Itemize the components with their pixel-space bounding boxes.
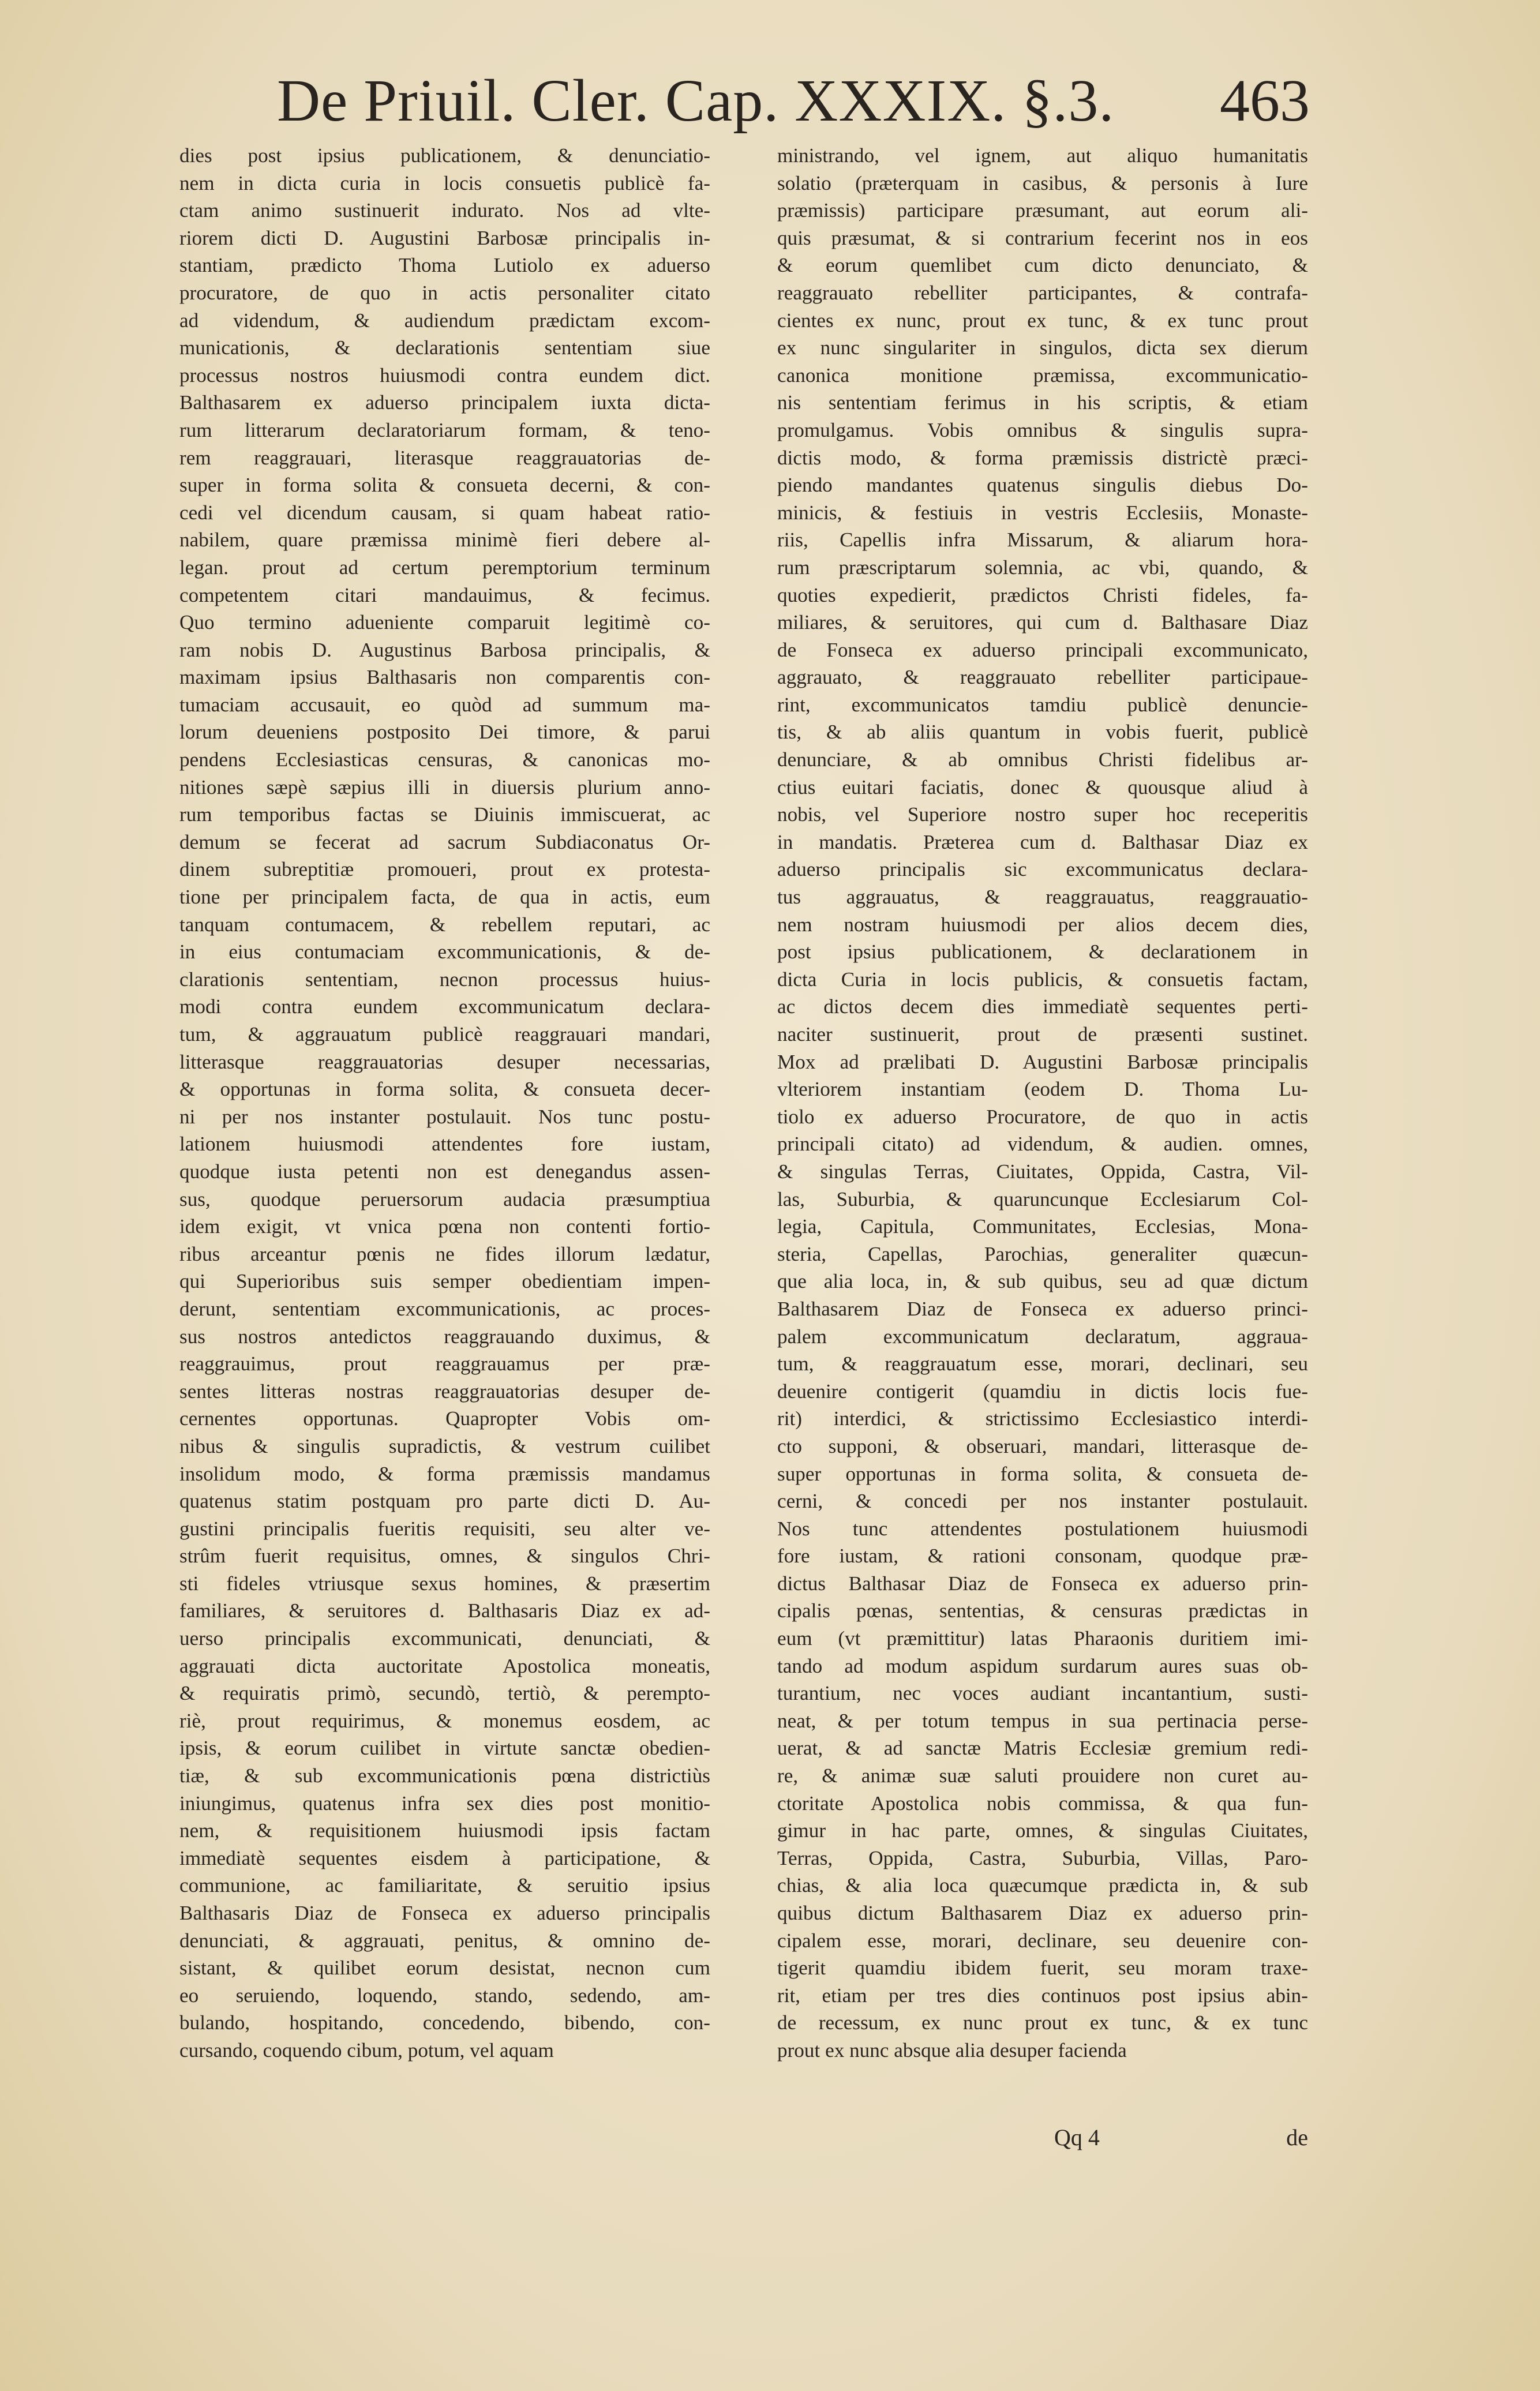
text-line: rint, excommunicatos tamdiu publicè denuncie- (777, 693, 1308, 716)
text-line: stantiam, prædicto Thoma Lutiolo ex aduerso (179, 254, 710, 277)
text-line: Nos tunc attendentes postulationem huiusmodi (777, 1517, 1308, 1540)
text-line: cerni, & concedi per nos instanter postulauit. (777, 1490, 1308, 1513)
text-line: sus nostros antedictos reaggrauando duximus, & (179, 1325, 710, 1348)
text-line: uerat, & ad sanctæ Matris Ecclesiæ gremium redi- (777, 1737, 1308, 1760)
text-line: quoties expedierit, prædictos Christi fideles, fa- (777, 583, 1308, 606)
text-line: quis præsumat, & si contrarium fecerint nos in eos (777, 226, 1308, 249)
text-line: procuratore, de quo in actis personaliter citato (179, 281, 710, 304)
text-line: piendo mandantes quatenus singulis diebus Do- (777, 474, 1308, 497)
text-line: denunciati, & aggrauati, penitus, & omnino de- (179, 1929, 710, 1952)
text-line: rum litterarum declaratoriarum formam, & teno- (179, 418, 710, 441)
text-line: Terras, Oppida, Castra, Suburbia, Villas, Paro- (777, 1846, 1308, 1869)
text-line: tum, & reaggrauatum esse, morari, declinari, seu (777, 1352, 1308, 1376)
text-line: clarationis sententiam, necnon processus huius- (179, 968, 710, 991)
text-line: rem reaggrauari, literasque reaggrauatorias de- (179, 446, 710, 469)
text-line: cernentes opportunas. Quapropter Vobis om- (179, 1407, 710, 1430)
text-line: & requiratis primò, secundò, tertiò, & perempto- (179, 1682, 710, 1705)
left-text-column (179, 142, 710, 2064)
text-line: cipalis pœnas, sententias, & censuras prædictas in (777, 1599, 1308, 1622)
text-line: solatio (præterquam in casibus, & personis à Iure (777, 171, 1308, 194)
text-line: immediatè sequentes eisdem à participatione, & (179, 1846, 710, 1869)
text-line: promulgamus. Vobis omnibus & singulis supra- (777, 418, 1308, 441)
text-line: cursando, coquendo cibum, potum, vel aquam (179, 2038, 554, 2062)
text-line: Balthasaris Diaz de Fonseca ex aduerso principalis (179, 1902, 710, 1924)
text-line: rum temporibus factas se Diuinis immiscuerat, ac (179, 803, 710, 826)
text-line: denunciare, & ab omnibus Christi fidelibus ar- (777, 748, 1308, 771)
text-line: quodque iusta petenti non est denegandus assen- (179, 1160, 710, 1183)
text-line: minicis, & festiuis in vestris Ecclesiis, Monaste- (777, 501, 1308, 524)
text-line: qui Superioribus suis semper obedientiam impen- (179, 1270, 710, 1293)
text-line: legia, Capitula, Communitates, Ecclesias, Mona- (777, 1215, 1308, 1238)
text-line: pendens Ecclesiasticas censuras, & canonicas mo- (179, 748, 710, 771)
text-line: tione per principalem facta, de qua in actis, eum (179, 886, 710, 909)
text-line: Balthasarem ex aduerso principalem iuxta dicta- (179, 391, 710, 414)
right-text-column (777, 142, 1308, 2064)
text-line: in eius contumaciam excommunicationis, & de- (179, 940, 710, 964)
text-line: dinem subreptitiæ promoueri, prout ex protesta- (179, 858, 710, 881)
text-line: lationem huiusmodi attendentes fore iustam, (179, 1133, 710, 1156)
text-line: demum se fecerat ad sacrum Subdiaconatus Or- (179, 830, 710, 853)
text-line: nibus & singulis supradictis, & vestrum cuilibet (179, 1434, 710, 1457)
text-line: aduerso principalis sic excommunicatus declara- (777, 858, 1308, 881)
text-line: de recessum, ex nunc prout ex tunc, & ex tunc (777, 2011, 1308, 2034)
text-line: nabilem, quare præmissa minimè fieri debere al- (179, 529, 710, 552)
text-line: eum (vt præmittitur) latas Pharaonis duritiem imi- (777, 1627, 1308, 1650)
text-line: miliares, & seruitores, qui cum d. Balthasare Diaz (777, 611, 1308, 634)
text-line: Balthasarem Diaz de Fonseca ex aduerso princi- (777, 1297, 1308, 1320)
text-line: eo seruiendo, loquendo, stando, sedendo, am- (179, 1984, 710, 2007)
text-line: tum, & aggrauatum publicè reaggrauari mandari, (179, 1023, 710, 1045)
text-line: ad videndum, & audiendum prædictam excom- (179, 309, 710, 332)
text-line: steria, Capellas, Parochias, generaliter quæcun- (777, 1242, 1308, 1265)
text-line: nis sententiam ferimus in his scriptis, & etiam (777, 391, 1308, 414)
page-number: 463 (1220, 68, 1310, 134)
text-line: & opportunas in forma solita, & consueta decer- (179, 1078, 710, 1101)
text-line: sentes litteras nostras reaggrauatorias desuper de- (179, 1380, 710, 1403)
text-line: bulando, hospitando, concedendo, bibendo, con- (179, 2011, 710, 2034)
text-line: ctam animo sustinuerit indurato. Nos ad vlte- (179, 199, 710, 222)
page-footer (777, 2123, 1308, 2158)
text-line: communione, ac familiaritate, & seruitio ipsius (179, 1874, 710, 1897)
text-line: litterasque reaggrauatorias desuper necessarias, (179, 1050, 710, 1073)
text-line: super in forma solita & consueta decerni, & con- (179, 474, 710, 497)
text-line: palem excommunicatum declaratum, aggraua- (777, 1325, 1308, 1348)
text-line: gustini principalis fueritis requisiti, seu alter ve- (179, 1517, 710, 1540)
text-line: iniungimus, quatenus infra sex dies post monitio- (179, 1792, 710, 1815)
text-line: aggrauati dicta auctoritate Apostolica moneatis, (179, 1654, 710, 1677)
text-line: neat, & per totum tempus in sua pertinacia perse- (777, 1709, 1308, 1732)
text-line: tando ad modum aspidum surdarum aures suas ob- (777, 1654, 1308, 1677)
text-line: que alia loca, in, & sub quibus, seu ad quæ dictum (777, 1270, 1308, 1293)
text-line: de Fonseca ex aduerso principali excommunicato, (777, 638, 1308, 661)
text-line: sus, quodque peruersorum audacia præsumptiua (179, 1187, 710, 1211)
text-line: reaggrauato rebelliter participantes, & contrafa- (777, 281, 1308, 304)
text-line: tiolo ex aduerso Procuratore, de quo in actis (777, 1105, 1308, 1128)
running-title: De Priuil. Cler. Cap. XXXIX. §.3. (277, 68, 1115, 134)
text-line: tigerit quamdiu ibidem fuerit, seu moram traxe- (777, 1957, 1308, 1980)
text-line: cientes ex nunc, prout ex tunc, & ex tunc prout (777, 309, 1308, 332)
text-line: dictus Balthasar Diaz de Fonseca ex aduerso prin- (777, 1572, 1308, 1595)
text-line: sistant, & quilibet eorum desistat, necnon cum (179, 1957, 710, 1980)
text-line: tus aggrauatus, & reaggrauatus, reaggrauatio- (777, 886, 1308, 909)
text-line: cedi vel dicendum causam, si quam habeat ratio- (179, 501, 710, 524)
text-line: dictis modo, & forma præmissis districtè præci- (777, 446, 1308, 469)
text-line: quatenus statim postquam pro parte dicti D. Au- (179, 1490, 710, 1513)
text-line: maximam ipsius Balthasaris non comparentis con- (179, 666, 710, 689)
text-line: rum præscriptarum solemnia, ac vbi, quando, & (777, 556, 1308, 579)
text-line: nobis, vel Superiore nostro super hoc receperitis (777, 803, 1308, 826)
text-line: deuenire contigerit (quamdiu in dictis locis fue- (777, 1380, 1308, 1403)
text-line: vlteriorem instantiam (eodem D. Thoma Lu- (777, 1078, 1308, 1101)
text-line: reaggrauimus, prout reaggrauamus per præ- (179, 1352, 710, 1376)
text-line: ctius euitari faciatis, donec & quousque aliud à (777, 775, 1308, 799)
text-line: super opportunas in forma solita, & consueta de- (777, 1462, 1308, 1485)
text-line: dies post ipsius publicationem, & denunciatio- (179, 144, 710, 167)
text-line: ctoritate Apostolica nobis commissa, & qua fun- (777, 1792, 1308, 1815)
text-line: sti fideles vtriusque sexus homines, & præsertim (179, 1572, 710, 1595)
text-line: & eorum quemlibet cum dicto denunciato, & (777, 254, 1308, 277)
text-line: nem in dicta curia in locis consuetis publicè fa- (179, 171, 710, 194)
text-line: legan. prout ad certum peremptorium terminum (179, 556, 710, 579)
text-line: modi contra eundem excommunicatum declara- (179, 995, 710, 1018)
text-line: riorem dicti D. Augustini Barbosæ principalis in- (179, 226, 710, 249)
text-line: municationis, & declarationis sententiam siue (179, 336, 710, 359)
text-line: derunt, sententiam excommunicationis, ac proces- (179, 1297, 710, 1320)
text-line: ipsis, & eorum cuilibet in virtute sanctæ obedien- (179, 1737, 710, 1760)
text-line: prout ex nunc absque alia desuper facienda (777, 2038, 1127, 2062)
text-line: Mox ad prælibati D. Augustini Barbosæ principalis (777, 1050, 1308, 1073)
text-line: ac dictos decem dies immediatè sequentes perti- (777, 995, 1308, 1018)
text-line: dicta Curia in locis publicis, & consuetis factam, (777, 968, 1308, 991)
text-line: principali citato) ad videndum, & audien. omnes, (777, 1133, 1308, 1156)
text-line: cto supponi, & obseruari, mandari, litterasque de- (777, 1434, 1308, 1457)
text-line: riè, prout requirimus, & monemus eosdem, ac (179, 1709, 710, 1732)
text-line: ni per nos instanter postulauit. Nos tunc postu- (179, 1105, 710, 1128)
text-line: processus nostros huiusmodi contra eundem dict. (179, 363, 710, 387)
text-line: idem exigit, vt vnica pœna non contenti fortio- (179, 1215, 710, 1238)
text-line: ex nunc singulariter in singulos, dicta sex dierum (777, 336, 1308, 359)
text-line: fore iustam, & rationi consonam, quodque præ- (777, 1545, 1308, 1568)
text-line: riis, Capellis infra Missarum, & aliarum hora- (777, 529, 1308, 552)
text-line: præmissis) participare præsumant, aut eorum ali- (777, 199, 1308, 222)
text-line: canonica monitione præmissa, excommunicatio- (777, 363, 1308, 387)
text-line: aggrauato, & reaggrauato rebelliter participaue- (777, 666, 1308, 689)
text-line: naciter sustinuerit, prout de præsenti sustinet. (777, 1023, 1308, 1045)
text-line: uerso principalis excommunicati, denunciati, & (179, 1627, 710, 1650)
text-line: tis, & ab aliis quantum in vobis fuerit, publicè (777, 721, 1308, 744)
text-line: lorum deueniens postposito Dei timore, & parui (179, 721, 710, 744)
text-line: las, Suburbia, & quaruncunque Ecclesiarum Col- (777, 1187, 1308, 1211)
page-header (277, 63, 1310, 144)
text-line: in mandatis. Præterea cum d. Balthasar Diaz ex (777, 830, 1308, 853)
text-line: gimur in hac parte, omnes, & singulas Ciuitates, (777, 1819, 1308, 1842)
text-line: Quo termino adueniente comparuit legitimè co- (179, 611, 710, 634)
text-line: strûm fuerit requisitus, omnes, & singulos Chri- (179, 1545, 710, 1568)
text-line: nitiones sæpè sæpius illi in diuersis plurium anno- (179, 775, 710, 799)
text-line: ribus arceantur pœnis ne fides illorum lædatur, (179, 1242, 710, 1265)
text-line: ram nobis D. Augustinus Barbosa principalis, & (179, 638, 710, 661)
text-line: ministrando, vel ignem, aut aliquo humanitatis (777, 144, 1308, 167)
text-line: tumaciam accusauit, eo quòd ad summum ma- (179, 693, 710, 716)
text-line: turantium, nec voces audiant incantantium, susti- (777, 1682, 1308, 1705)
text-line: & singulas Terras, Ciuitates, Oppida, Castra, Vil- (777, 1160, 1308, 1183)
text-line: rit, etiam per tres dies continuos post ipsius abin- (777, 1984, 1308, 2007)
signature-mark: Qq 4 (1054, 2124, 1100, 2150)
text-line: re, & animæ suæ saluti prouidere non curet au- (777, 1764, 1308, 1787)
text-line: insolidum modo, & forma præmissis mandamus (179, 1462, 710, 1485)
text-line: cipalem esse, morari, declinare, seu deuenire con- (777, 1929, 1308, 1952)
text-line: tiæ, & sub excommunicationis pœna districtiùs (179, 1764, 710, 1787)
text-line: nem, & requisitionem huiusmodi ipsis factam (179, 1819, 710, 1842)
text-line: post ipsius publicationem, & declarationem in (777, 940, 1308, 964)
text-line: tanquam contumacem, & rebellem reputari, ac (179, 913, 710, 936)
catchword: de (1286, 2124, 1308, 2150)
text-line: nem nostram huiusmodi per alios decem dies, (777, 913, 1308, 936)
text-line: familiares, & seruitores d. Balthasaris Diaz ex ad- (179, 1599, 710, 1622)
text-line: rit) interdici, & strictissimo Ecclesiastico interdi- (777, 1407, 1308, 1430)
text-line: chias, & alia loca quæcumque prædicta in, & sub (777, 1874, 1308, 1897)
text-line: competentem citari mandauimus, & fecimus. (179, 583, 710, 606)
text-line: quibus dictum Balthasarem Diaz ex aduerso prin- (777, 1902, 1308, 1924)
